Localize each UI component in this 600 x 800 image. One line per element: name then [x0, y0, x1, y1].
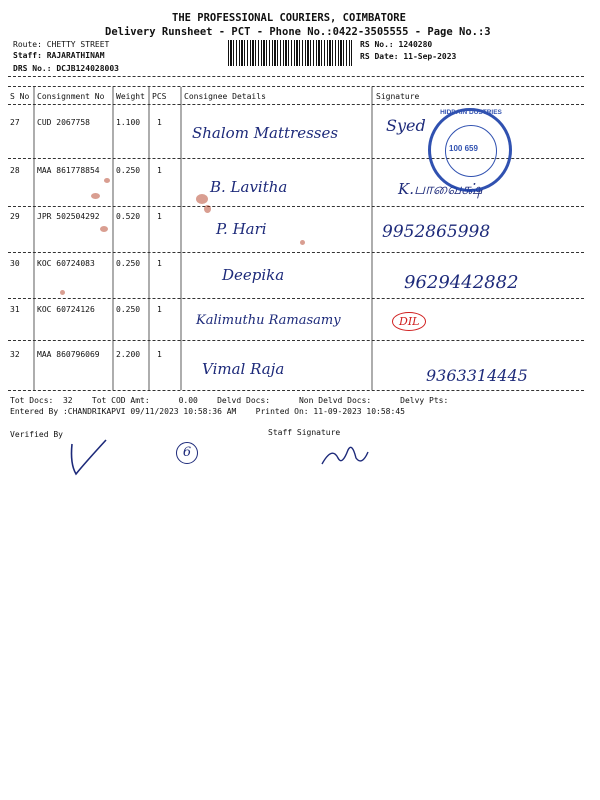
- row-pcs: 1: [157, 350, 162, 359]
- row-consignment: CUD 2067758: [37, 118, 90, 127]
- row-consignee: Shalom Mattresses: [192, 124, 339, 142]
- row-weight: 1.100: [116, 118, 141, 127]
- row-pcs: 1: [157, 212, 162, 221]
- row-sno: 27: [10, 118, 20, 127]
- row-signature: 9629442882: [404, 272, 519, 293]
- divider: [8, 206, 584, 207]
- divider: [8, 252, 584, 253]
- row-consignee: Deepika: [222, 266, 285, 284]
- row-consignment: MAA 861778854: [37, 166, 100, 175]
- rs-date: RS Date: 11-Sep-2023: [360, 52, 457, 61]
- staff-signature: [318, 440, 374, 470]
- row-consignee: Vimal Raja: [202, 360, 285, 378]
- row-pcs: 1: [157, 166, 162, 175]
- verifier-signature: [60, 434, 120, 480]
- runsheet-subtitle: Delivery Runsheet - PCT - Phone No.:0422-3505555 - Page No.:3: [105, 26, 491, 38]
- divider: [8, 340, 584, 341]
- staff-label: Staff: RAJARATHINAM: [13, 51, 105, 60]
- route-label: Route: CHETTY STREET: [13, 40, 110, 49]
- drs-label: DRS No.: DCJB124028003: [13, 64, 119, 73]
- row-consignment: MAA 860796069: [37, 350, 100, 359]
- row-consignee: B. Lavitha: [210, 178, 288, 196]
- divider: [8, 298, 584, 299]
- row-weight: 0.250: [116, 305, 141, 314]
- row-sno: 30: [10, 259, 20, 268]
- row-weight: 0.250: [116, 166, 141, 175]
- row-pcs: 1: [157, 305, 162, 314]
- row-sno: 32: [10, 350, 20, 359]
- row-signature: 9363314445: [426, 366, 528, 385]
- company-stamp: [428, 108, 512, 192]
- stamp-inner-text: 100 659: [449, 144, 478, 153]
- row-consignment: JPR 502504292: [37, 212, 100, 221]
- divider: [8, 390, 584, 391]
- row-consignment: KOC 60724083: [37, 259, 95, 268]
- verified-mark: 6: [176, 442, 198, 464]
- row-pcs: 1: [157, 118, 162, 127]
- col-signature: Signature: [376, 92, 420, 101]
- row-pcs: 1: [157, 259, 162, 268]
- totals-line: Tot Docs: 32 Tot COD Amt: 0.00 Delvd Docs: Non Delvd Docs: Delvy Pts:: [10, 396, 449, 405]
- row-consignee: P. Hari: [216, 220, 267, 238]
- row-weight: 2.200: [116, 350, 141, 359]
- entered-line: Entered By :CHANDRIKAPVI 09/11/2023 10:58:36 AM Printed On: 11-09-2023 10:58:45: [10, 407, 405, 416]
- rs-number: RS No.: 1240280: [360, 40, 433, 49]
- row-sno: 28: [10, 166, 20, 175]
- row-consignment: KOC 60724126: [37, 305, 95, 314]
- row-signature: Syed: [386, 116, 426, 135]
- col-weight: Weight: [116, 92, 145, 101]
- row-sno: 31: [10, 305, 20, 314]
- stamp-text: HIDDAIN DUSTRIES: [440, 109, 502, 116]
- staff-signature-label: Staff Signature: [268, 428, 341, 437]
- row-weight: 0.250: [116, 259, 141, 268]
- row-sno: 29: [10, 212, 20, 221]
- col-sno: S No: [10, 92, 30, 101]
- col-consignment: Consignment No: [37, 92, 105, 101]
- col-pcs: PCS: [152, 92, 167, 101]
- company-title: THE PROFESSIONAL COURIERS, COIMBATORE: [172, 12, 406, 24]
- row-weight: 0.520: [116, 212, 141, 221]
- verified-by-label: Verified By: [10, 430, 63, 439]
- row-signature: K.பாவைக்ஷ்: [398, 180, 483, 198]
- row-signature: DIL: [392, 312, 426, 331]
- row-signature: 9952865998: [382, 222, 491, 242]
- row-consignee: Kalimuthu Ramasamy: [196, 313, 341, 328]
- col-consignee: Consignee Details: [184, 92, 266, 101]
